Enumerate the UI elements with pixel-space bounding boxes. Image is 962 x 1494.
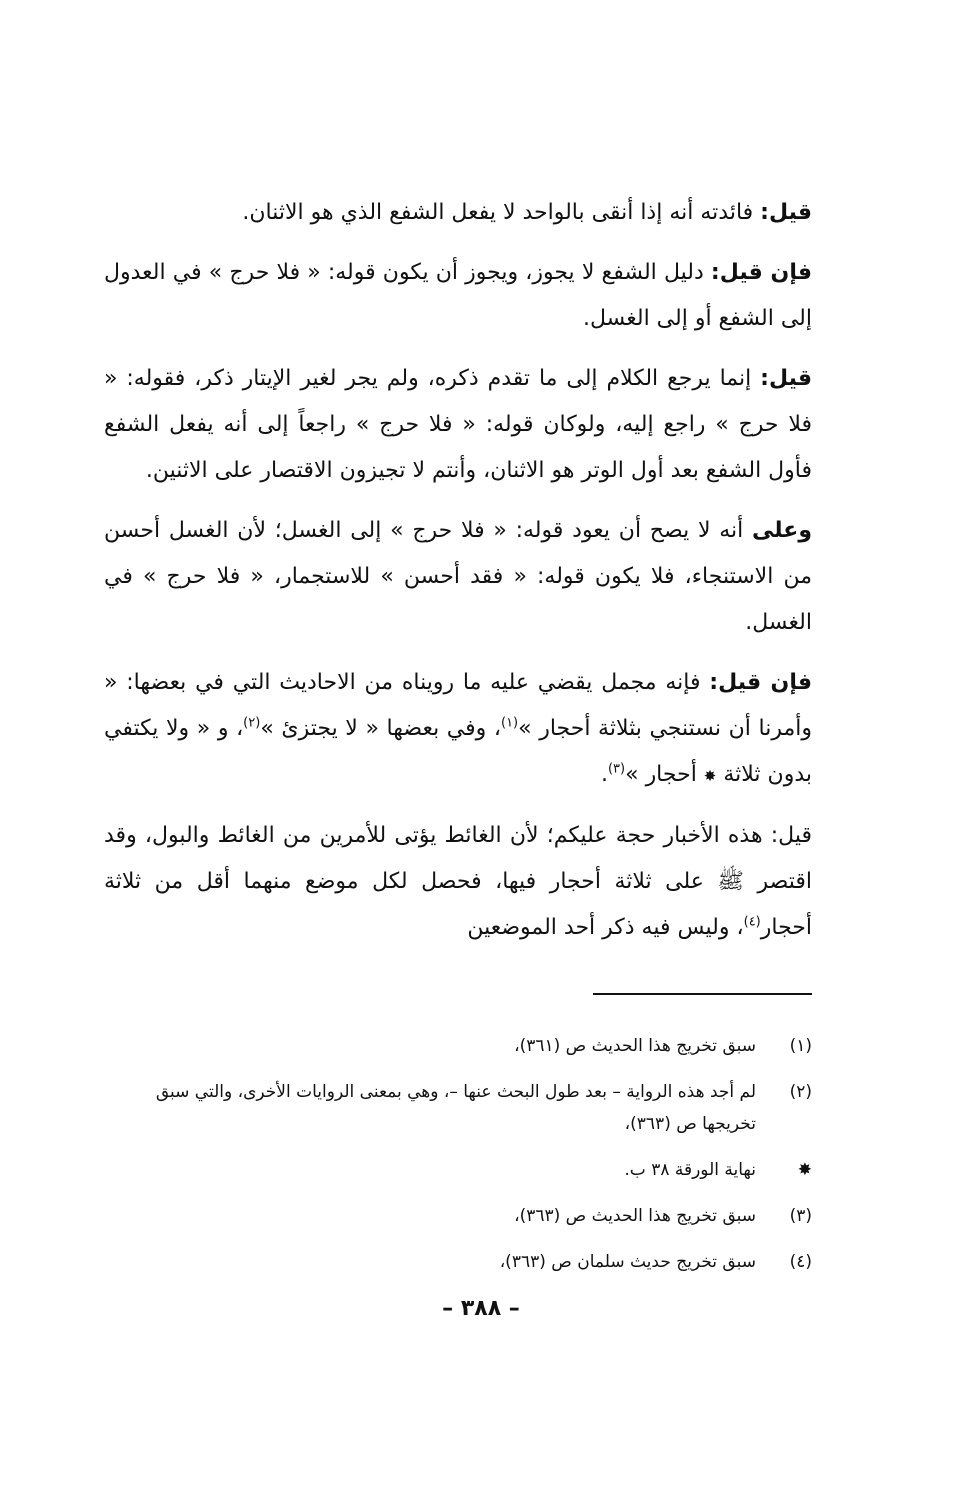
paragraph-text: ، و « ولا يكتفي بدون ثلاثة <box>104 716 812 787</box>
footnote-4 <box>104 1246 812 1278</box>
paragraph-2 <box>104 250 812 342</box>
footnote-text: لم أجد هذه الرواية – بعد طول البحث عنها –، وهي بمعنى الروايات الأخرى، والتي سبق تخريجها ص (٣٦٣)، <box>155 1082 756 1134</box>
footnotes <box>104 1030 812 1292</box>
footnote-text: سبق تخريج حديث سلمان ص (٣٦٣)، <box>499 1252 756 1272</box>
footnote-text: نهاية الورقة ٣٨ ب. <box>624 1160 756 1180</box>
paragraph-lead: فإن قيل: <box>710 260 812 285</box>
footnote-1 <box>104 1030 812 1062</box>
paragraph-text: فإنه مجمل يقضي عليه ما رويناه من الاحاديث التي في بعضها: « وأمرنا أن نستنجي بثلاثة أحجار » <box>104 670 812 741</box>
footnote-ref-4[interactable]: (٤) <box>743 914 761 930</box>
footnote-number: (٤) <box>789 1252 812 1272</box>
paragraph-text: أنه لا يصح أن يعود قوله: « فلا حرج » إلى الغسل؛ لأن الغسل أحسن من الاستنجاء، فلا يكون قوله: « فقد أحسن » للاستجمار، « فلا حرج » في الغسل. <box>104 518 812 635</box>
paragraph-lead: قيل: <box>770 823 812 848</box>
main-text <box>104 190 812 965</box>
paragraph-text: ، وليس فيه ذكر أحد الموضعين <box>467 915 744 940</box>
paragraph-lead: قيل: <box>760 200 812 225</box>
paragraph-lead: قيل: <box>760 366 812 391</box>
footnote-number: (٢) <box>789 1082 812 1102</box>
paragraph-1 <box>104 190 812 236</box>
footnote-divider <box>593 993 812 995</box>
footnote-2 <box>104 1076 812 1140</box>
star-marker-icon: ✸ <box>797 1160 812 1180</box>
paragraph-3 <box>104 356 812 494</box>
footnote-ref-2[interactable]: (٢) <box>243 715 261 731</box>
paragraph-text: أحجار » <box>625 762 704 787</box>
paragraph-text: إنما يرجع الكلام إلى ما تقدم ذكره، ولم يجر لغير الإيتار ذكر، فقوله: « فلا حرج » راجع إليه، ولوكان قوله: « فلا حرج » راجعاً إلى أنه يفعل الشفع فأول الشفع بعد أول الوتر هو الاثنان، وأنتم لا تجيزون الاقتصار على الاثنين. <box>104 366 812 483</box>
footnote-text: سبق تخريج هذا الحديث ص (٣٦١)، <box>514 1036 756 1056</box>
star-marker-icon: ✸ <box>703 767 717 785</box>
footnote-star <box>104 1154 812 1186</box>
footnote-text: سبق تخريج هذا الحديث ص (٣٦٣)، <box>514 1206 756 1226</box>
footnote-ref-3[interactable]: (٣) <box>607 761 626 777</box>
paragraph-5 <box>104 660 812 799</box>
paragraph-text: ، وفي بعضها « لا يجتزئ » <box>260 716 501 741</box>
page-number: – ٣٨٨ – <box>442 1296 520 1321</box>
footnote-3 <box>104 1200 812 1232</box>
paragraph-lead: وعلى <box>752 518 812 543</box>
paragraph-lead: فإن قيل: <box>709 670 812 695</box>
paragraph-6 <box>104 813 812 951</box>
paragraph-4 <box>104 508 812 646</box>
footnote-ref-1[interactable]: (١) <box>500 715 519 731</box>
paragraph-text: . <box>600 762 608 787</box>
paragraph-text: هذه الأخبار حجة عليكم؛ لأن الغائط يؤتى للأمرين من الغائط والبول، وقد اقتصر ﷺ على ثلاثة أحجار فيها، فحصل لكل موضع منهما أقل من ثلاثة أحجار <box>104 823 812 940</box>
paragraph-text: فائدته أنه إذا أنقى بالواحد لا يفعل الشفع الذي هو الاثنان. <box>242 200 761 225</box>
paragraph-text: دليل الشفع لا يجوز، ويجوز أن يكون قوله: « فلا حرج » في العدول إلى الشفع أو إلى الغسل. <box>104 260 812 331</box>
footnote-number: (٣) <box>789 1206 812 1226</box>
footnote-number: (١) <box>789 1036 812 1056</box>
